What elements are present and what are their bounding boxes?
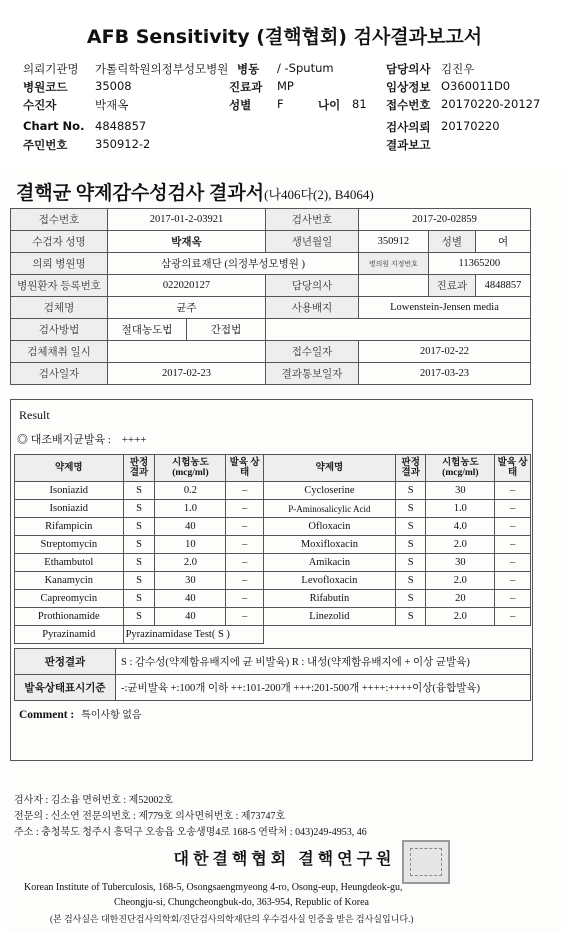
drug-result: S: [123, 608, 155, 626]
drug-result: S: [123, 554, 155, 572]
drug-row: [15, 500, 531, 518]
drug-concentration: 30: [426, 554, 495, 572]
drug-result: S: [123, 590, 155, 608]
drug-result: S: [123, 572, 155, 590]
drug-concentration: 0.2: [155, 482, 226, 500]
official-seal-icon: [402, 840, 450, 884]
legend-table: [14, 648, 531, 701]
drug-concentration: 30: [426, 482, 495, 500]
drug-result: S: [395, 590, 426, 608]
info-value: 2017-02-23: [108, 363, 266, 385]
header-label: 나이: [318, 98, 341, 112]
footer-address: Korean Institute of Tuberculosis, 168-5, Osongsaengmyeong 4-ro, Osong-eup, Heungdeok-gu,: [24, 882, 403, 893]
header-value: 김진우: [441, 62, 475, 76]
header-value: / -Sputum: [277, 61, 334, 75]
legend-label: 발육상태표시기준: [15, 675, 116, 701]
drug-concentration: 4.0: [426, 518, 495, 536]
col-header: 시험농도 (mcg/ml): [426, 455, 495, 482]
header-value: O360011D0: [441, 79, 511, 93]
drug-name: Isoniazid: [15, 482, 124, 500]
comment-label: Comment :: [19, 709, 75, 721]
drug-concentration: 40: [155, 608, 226, 626]
control-growth-label: ◎ 대조배지균발육 :: [17, 434, 111, 446]
info-value: 11365200: [428, 253, 530, 275]
drug-name: Kanamycin: [15, 572, 124, 590]
col-header: 약제명: [15, 455, 124, 482]
drug-row: [15, 536, 531, 554]
drug-concentration: 30: [155, 572, 226, 590]
header-value: 350912-2: [95, 137, 151, 151]
report-title: [16, 178, 374, 205]
drug-concentration: 40: [155, 518, 226, 536]
info-value: 022020127: [108, 275, 266, 297]
info-label: 진료과: [428, 275, 475, 297]
info-label: 수검자 성명: [11, 231, 108, 253]
drug-result: S: [123, 500, 155, 518]
drug-concentration: 2.0: [426, 608, 495, 626]
drug-growth: –: [495, 482, 531, 500]
organization-name: 대한결핵협회 결핵연구원: [173, 851, 396, 868]
drug-growth: –: [495, 608, 531, 626]
drug-name: Rifampicin: [15, 518, 124, 536]
footer-note: (본 검사실은 대한진단검사의학회/진단검사의학재단의 우수검사실 인증을 받은 검사실입니다.): [50, 914, 414, 924]
info-label: 의뢰 병원명: [11, 253, 108, 275]
header-label: 결과보고: [386, 138, 431, 152]
footer-line: 검사자 : 김소윰 면허번호 : 제52002호: [14, 795, 173, 806]
page-title: AFB Sensitivity (결핵협회) 검사결과보고서: [86, 26, 483, 48]
result-label: Result: [19, 408, 50, 422]
info-value: 여: [476, 231, 531, 253]
drug-growth: –: [495, 500, 531, 518]
drug-row: [15, 608, 531, 626]
drug-growth: –: [226, 536, 263, 554]
info-label: 검체채취 일시: [11, 341, 108, 363]
info-value: 간접법: [187, 319, 266, 341]
header-value: 20170220-20127: [441, 97, 541, 111]
info-value: [359, 275, 429, 297]
header-value: 가톨릭학원의정부성모병원: [95, 62, 229, 76]
drug-name: Ethambutol: [15, 554, 124, 572]
drug-growth: –: [226, 572, 263, 590]
drug-growth: –: [226, 482, 263, 500]
info-value: 박재옥: [108, 231, 266, 253]
info-value: [266, 319, 531, 341]
drug-concentration: 2.0: [155, 554, 226, 572]
info-value: 350912: [359, 231, 429, 253]
col-header: 발육 상태: [226, 455, 263, 482]
drug-concentration: 10: [155, 536, 226, 554]
info-label: 접수번호: [11, 209, 108, 231]
control-growth-value: ++++: [121, 434, 147, 446]
info-label: 검사번호: [266, 209, 359, 231]
header-label: 주민번호: [23, 138, 68, 152]
drug-name: Streptomycin: [15, 536, 124, 554]
drug-row: [15, 572, 531, 590]
header-value: 35008: [95, 79, 132, 93]
header-label: 의뢰기관명: [23, 62, 79, 76]
drug-name: Capreomycin: [15, 590, 124, 608]
drug-concentration: 1.0: [155, 500, 226, 518]
drug-name: Prothionamide: [15, 608, 124, 626]
header-label: 진료과: [229, 80, 263, 94]
drug-name: Isoniazid: [15, 500, 124, 518]
info-value: 2017-20-02859: [359, 209, 531, 231]
drug-name: Moxifloxacin: [263, 536, 395, 554]
col-header: 판정 결과: [123, 455, 155, 482]
header-label: 수진자: [23, 98, 57, 112]
info-label: 접수일자: [266, 341, 359, 363]
drug-growth: –: [495, 554, 531, 572]
info-label: 검사방법: [11, 319, 108, 341]
col-header: 약제명: [263, 455, 395, 482]
col-header: 시험농도 (mcg/ml): [155, 455, 226, 482]
header-label: 검사의뢰: [386, 120, 431, 134]
header-label: 접수번호: [386, 98, 431, 112]
drug-row: [15, 482, 531, 500]
drug-growth: –: [495, 518, 531, 536]
info-label: 검체명: [11, 297, 108, 319]
drug-result: S: [395, 536, 426, 554]
drug-growth: –: [495, 572, 531, 590]
info-label: 생년월일: [266, 231, 359, 253]
drug-concentration: 2.0: [426, 536, 495, 554]
drug-growth: –: [226, 554, 263, 572]
header-label: 병동: [237, 62, 260, 76]
legend-text: S : 감수성(약제함유배지에 균 비발육) R : 내성(약제함유배지에 + 이상 균발육): [116, 649, 531, 675]
header-label: 담당의사: [386, 62, 431, 76]
drug-growth: –: [495, 536, 531, 554]
legend-text: -:균비발육 +:100개 이하 ++:101-200개 +++:201-500개 ++++:++++이상(융합발육): [116, 675, 531, 701]
drug-name: Ofloxacin: [263, 518, 395, 536]
footer-address: Cheongju-si, Chungcheongbuk-do, 363-954, Republic of Korea: [114, 897, 369, 908]
drug-growth: –: [226, 608, 263, 626]
drug-name: Rifabutin: [263, 590, 395, 608]
drug-concentration: 1.0: [426, 500, 495, 518]
drug-row: [15, 554, 531, 572]
drug-name: Levofloxacin: [263, 572, 395, 590]
drug-result: S: [395, 554, 426, 572]
drug-growth: –: [226, 590, 263, 608]
info-label: 성별: [428, 231, 475, 253]
info-label: 결과통보일자: [266, 363, 359, 385]
drug-growth: –: [495, 590, 531, 608]
info-value: 2017-01-2-03921: [108, 209, 266, 231]
header-value: 20170220: [441, 119, 500, 133]
drug-result: S: [395, 608, 426, 626]
drug-concentration: 2.0: [426, 572, 495, 590]
header-value: F: [277, 97, 284, 111]
drug-result: S: [123, 518, 155, 536]
drug-result: S: [395, 500, 426, 518]
header-value: 박재옥: [95, 98, 129, 112]
drug-growth: –: [226, 518, 263, 536]
header-label: Chart No.: [23, 119, 85, 133]
header-value: 81: [352, 97, 367, 111]
info-value: 절대농도법: [108, 319, 187, 341]
pza-name: Pyrazinamid: [15, 626, 124, 644]
footer-line: 전문의 : 신소연 전문의번호 : 제779호 의사면허번호 : 제73747호: [14, 811, 286, 822]
report-title-text: 결핵균 약제감수성검사 결과서: [16, 183, 265, 204]
drug-name: Linezolid: [263, 608, 395, 626]
drug-result: S: [395, 518, 426, 536]
info-label: 검사일자: [11, 363, 108, 385]
patient-info-table: [10, 208, 531, 385]
drug-row: [15, 518, 531, 536]
drug-result: S: [395, 572, 426, 590]
info-value: Lowenstein-Jensen media: [359, 297, 531, 319]
drug-result: S: [123, 482, 155, 500]
drug-row: [15, 590, 531, 608]
info-label: 사용배지: [266, 297, 359, 319]
control-growth: [17, 431, 147, 447]
drug-growth: –: [226, 500, 263, 518]
col-header: 발육 상태: [495, 455, 531, 482]
drug-concentration: 40: [155, 590, 226, 608]
info-label: 병원환자 등록번호: [11, 275, 108, 297]
header-value: MP: [277, 79, 294, 93]
footer-line: 주소 : 충청북도 청주시 흥덕구 오송읍 오송생명4로 168-5 연락처 : 043)249-4953, 46: [14, 827, 367, 838]
pza-result: Pyrazinamidase Test( S ): [123, 626, 263, 644]
info-label: 담당의사: [266, 275, 359, 297]
comment-text: 특이사항 없음: [81, 710, 142, 721]
info-value: [108, 341, 266, 363]
header-label: 성별: [229, 98, 252, 112]
legend-label: 판정결과: [15, 649, 116, 675]
info-value: 삼광의료재단 (의정부성모병원 ): [108, 253, 359, 275]
header-label: 병원코드: [23, 80, 68, 94]
drug-name: Cycloserine: [263, 482, 395, 500]
drug-result: S: [123, 536, 155, 554]
drug-name: Amikacin: [263, 554, 395, 572]
drug-concentration: 20: [426, 590, 495, 608]
info-value: 2017-02-22: [359, 341, 531, 363]
drug-result: S: [395, 482, 426, 500]
info-value: 균주: [108, 297, 266, 319]
header-value: 4848857: [95, 119, 147, 133]
drug-table: [14, 454, 531, 644]
info-value: 4848857: [476, 275, 531, 297]
info-label: 병의원 지정번호: [359, 253, 429, 275]
report-code: (나406다(2), B4064): [264, 187, 374, 202]
col-header: 판정 결과: [395, 455, 426, 482]
drug-name: P-Aminosalicylic Acid: [263, 500, 395, 518]
info-value: 2017-03-23: [359, 363, 531, 385]
comment: [19, 706, 142, 721]
header-label: 임상정보: [386, 80, 431, 94]
